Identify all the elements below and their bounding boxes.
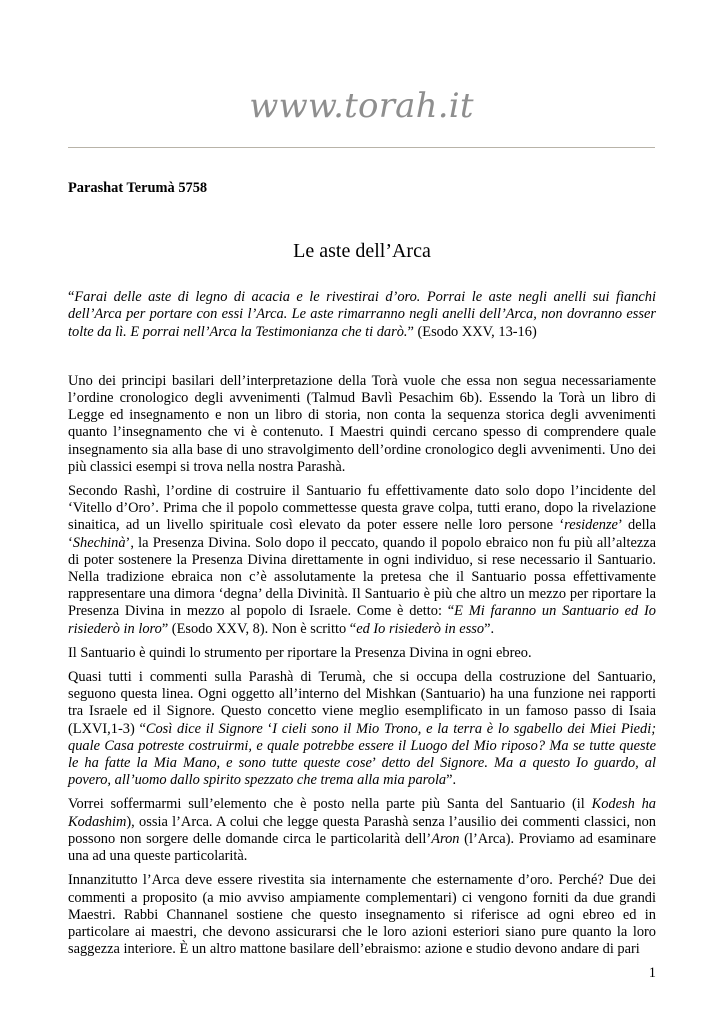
- italic-run: detto del Signore. Ma a questo Io guardo, al povero, all’uomo dallo spirito spezzato che trema alla mia parola: [68, 755, 656, 789]
- document-body: [68, 180, 656, 958]
- italic-run: Aron: [431, 830, 460, 847]
- opening-quote: [68, 289, 656, 341]
- paragraph-3: Il Santuario è quindi lo strumento per riportare la Presenza Divina in ogni ebreo.: [68, 644, 532, 661]
- header-divider: [68, 147, 655, 148]
- text-run: ’ della ‘: [68, 517, 656, 551]
- italic-run: Così dice il Signore: [145, 720, 263, 737]
- paragraph-4: [68, 669, 656, 789]
- text-run: ), ossia l’Arca. A colui che legge questa Parashà senza l’ausilio dei commenti classici, non possono non sorgere delle domande circa le particolarità dell’: [68, 813, 656, 847]
- page-header: [68, 84, 655, 128]
- text-run: ’: [371, 755, 382, 772]
- quote-text: Farai delle aste di legno di acacia e le rivestirai d’oro. Porrai le aste negli anelli sui fianchi dell’Arca per portare con essi l’Arca. Le aste rimarranno negli anelli dell’Arca, non dovranno esser tolte da lì. E porrai nell’Arca la Testimonianza che ti darò.: [68, 289, 656, 340]
- italic-run: E Mi faranno un Santuario ed Io risiederò in loro: [68, 603, 656, 637]
- paragraph-5: [68, 796, 656, 865]
- text-run: ”.: [484, 620, 495, 637]
- parasha-heading: Parashat Terumà 5758: [68, 180, 208, 196]
- italic-run: ed Io risiederò in esso: [356, 620, 485, 637]
- text-run: ’, la Presenza Divina. Solo dopo il peccato, quando il popolo ebraico non fu più all’altezza di poter sostenere la Presenza Divina direttamente in ogni individuo, si rese necessario il Santuario. Nella tradizione ebraica non c’è assolutamente la pretesa che il Santuario possa effettivamente rappresentare una dimora ‘degna’ della Divinità. Il Santuario è più che altro un mezzo per riportare la Presenza Divina in mezzo al popolo di Israele. Come è detto: “: [68, 534, 656, 620]
- quote-open-mark: “: [68, 289, 75, 306]
- text-run: Secondo Rashì, l’ordine di costruire il Santuario fu effettivamente dato solo dopo l’incidente del ‘Vitello d’Oro’. Prima che il popolo commettesse questa grave colpa, tutti erano, dopo la rivelazione sinaitica, ad un livello spirituale così elevato da poter essere nelle loro persone ‘: [68, 483, 656, 534]
- italic-run: I cieli sono il Mio Trono, e la terra è lo sgabello dei Miei Piedi; quale Casa potreste costruirmi, e quale potrebbe essere il Luogo del Mio riposo? Ma se tutte queste le ha fatte la Mia Mano, e sono tutte queste cose: [68, 720, 656, 772]
- text-run: ‘: [262, 720, 273, 737]
- text-run: Quasi tutti i commenti sulla Parashà di Terumà, che si occupa della costruzione del Santuario, seguono questa linea. Ogni oggetto all’interno del Mishkan (Santuario) ha una funzione nei rapporti tra Israele ed il Signore. Questo concetto viene meglio esemplificato in un famoso passo di Isaia (LXVI,1-3) “: [68, 669, 656, 737]
- text-run: Vorrei soffermarmi sull’elemento che è posto nella parte più Santa del Santuario (il: [68, 796, 592, 813]
- paragraph-6: Innanzitutto l’Arca deve essere rivestita sia internamente che esternamente d’oro. Perché? Due dei commenti a proposito (a mio avviso ampiamente complementari) ci vengono forniti da due grandi Maestri. Rabbi Channanel sostiene che questo insegnamento si riferisce ad ogni ebreo ed in particolare ai maestri, che devono assicurarsi che le loro azioni esteriori siano pure quanto la loro saggezza interiore. È un altro mattone basilare dell’ebraismo: azione e studio devono andare di pari: [68, 872, 656, 958]
- italic-run: Kodesh ha Kodashim: [68, 796, 657, 830]
- text-run: ”.: [446, 772, 457, 789]
- site-logo: www.torah.it: [249, 86, 474, 126]
- page-number: 1: [648, 965, 656, 981]
- italic-run: Shechinà: [72, 534, 126, 551]
- paragraph-1: Uno dei principi basilari dell’interpretazione della Torà vuole che essa non segua necessariamente l’ordine cronologico degli avvenimenti (Talmud Bavlì Pesachim 6b). Essendo la Torà un libro di Legge ed insegnamento e non un libro di storia, non conta la sequenza storica degli avvenimenti quanto l’insegnamento che vi è contenuto. I Maestri quindi cercano spesso di comprendere quale insegnamento sia alla base di uno stravolgimento dell’ordine cronologico degli avvenimenti. Uno dei più classici esempi si trova nella nostra Parashà.: [68, 372, 656, 475]
- italic-run: residenze: [564, 517, 618, 534]
- quote-reference: ” (Esodo XXV, 13-16): [407, 323, 537, 340]
- text-run: ” (Esodo XXV, 8). Non è scritto “: [161, 620, 357, 637]
- paragraph-2: [68, 483, 656, 638]
- text-run: (l’Arca). Proviamo ad esaminare una ad una queste particolarità.: [68, 830, 656, 865]
- article-title: Le aste dell’Arca: [293, 240, 431, 263]
